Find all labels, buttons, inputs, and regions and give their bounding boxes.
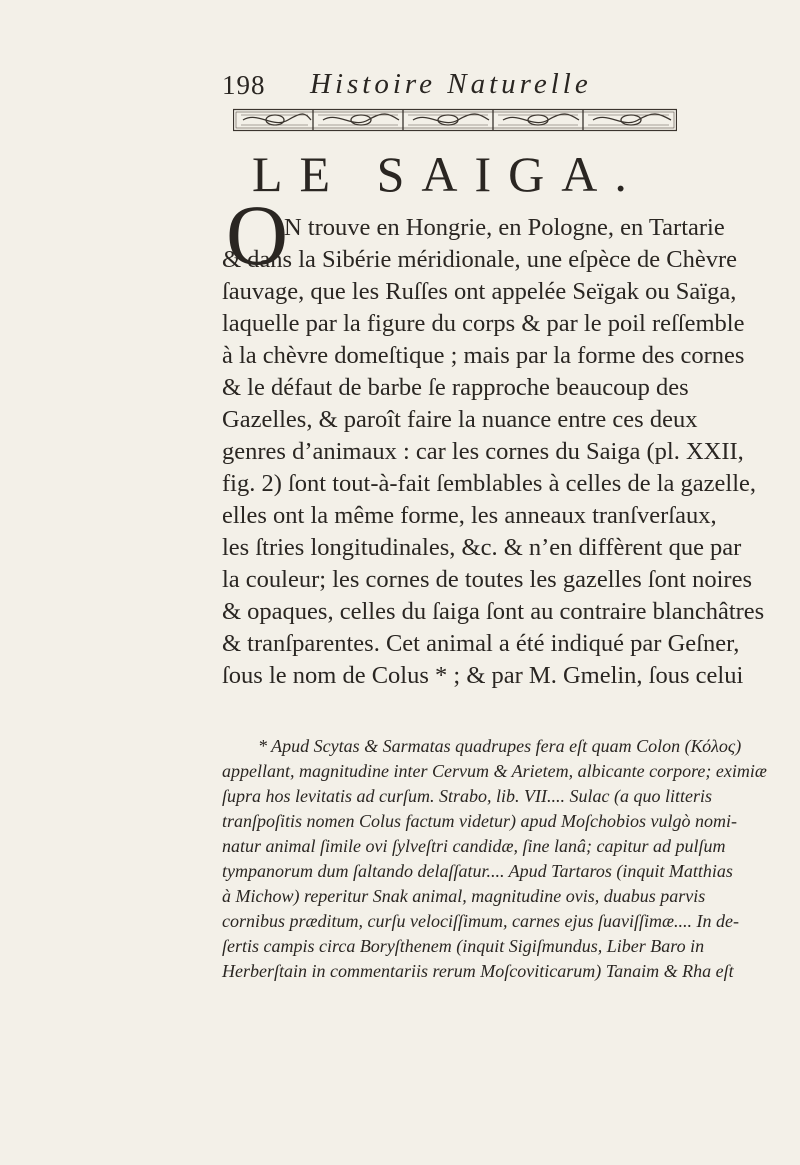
body-line: elles ont la même forme, les anneaux tranſverſaux, — [222, 502, 717, 529]
footnote-line: à Michow) reperitur Snak animal, magnitudine ovis, duabus parvis — [222, 886, 706, 906]
body-line: la couleur; les cornes de toutes les gazelles ſont noires — [222, 566, 752, 593]
footnote-line: Herberſtain in commentariis rerum Moſcoviticarum) Tanaim & Rha eſt — [222, 961, 734, 981]
body-line: ſous le nom de Colus * ; & par M. Gmelin, ſous celui — [222, 662, 744, 689]
body-line: N trouve en Hongrie, en Pologne, en Tartarie — [284, 214, 725, 241]
footnote-line: ſertis campis circa Boryſthenem (inquit Sigiſmundus, Liber Baro in — [222, 936, 705, 956]
body-line: à la chèvre domeſtique ; mais par la forme des cornes — [222, 342, 745, 369]
chapter-title: LE SAIGA. — [252, 146, 644, 202]
drop-cap: O — [226, 187, 289, 283]
page-header — [222, 66, 702, 102]
body-line: laquelle par la figure du corps & par le poil reſſemble — [222, 310, 745, 337]
body-line: ſauvage, que les Ruſſes ont appelée Seïgak ou Saïga, — [222, 278, 737, 305]
body-line: fig. 2) ſont tout-à-fait ſemblables à celles de la gazelle, — [222, 470, 757, 497]
footnote-line: natur animal ſimile ovi ſylveſtri candidæ, ſine lanâ; capitur ad pulſum — [222, 836, 726, 856]
body-line: & dans la Sibérie méridionale, une eſpèce de Chèvre — [222, 246, 737, 273]
body-line: & le défaut de barbe ſe rapproche beaucoup des — [222, 374, 689, 401]
running-title: Histoire Naturelle — [310, 68, 592, 100]
body-line: Gazelles, & paroît faire la nuance entre ces deux — [222, 406, 698, 433]
footnote-line: * Apud Scytas & Sarmatas quadrupes fera eſt quam Colon (Κόλος) — [258, 736, 742, 756]
footnote-line: tympanorum dum ſaltando delaſſatur.... Apud Tartaros (inquit Matthias — [222, 861, 733, 881]
footnote-line: tranſpoſitis nomen Colus factum videtur) apud Moſchobios vulgò nomi- — [222, 811, 737, 831]
footnote-line: ſupra hos levitatis ad curſum. Strabo, lib. VII.... Sulac (a quo litteris — [222, 786, 712, 806]
page-number: 198 — [222, 70, 266, 100]
footnote-line: appellant, magnitudine inter Cervum & Arietem, albicante corpore; eximiæ — [222, 761, 767, 781]
footnote-line: cornibus præditum, curſu velociſſimum, carnes ejus ſuaviſſimæ.... In de- — [222, 911, 739, 931]
body-line: & tranſparentes. Cet animal a été indiqué par Geſner, — [222, 630, 740, 657]
body-line: & opaques, celles du ſaiga ſont au contraire blanchâtres — [222, 598, 765, 625]
body-line: genres d’animaux : car les cornes du Saiga (pl. XXII, — [222, 438, 744, 465]
body-line: les ſtries longitudinales, &c. & n’en diffèrent que par — [222, 534, 742, 561]
ornamental-band — [233, 107, 677, 133]
